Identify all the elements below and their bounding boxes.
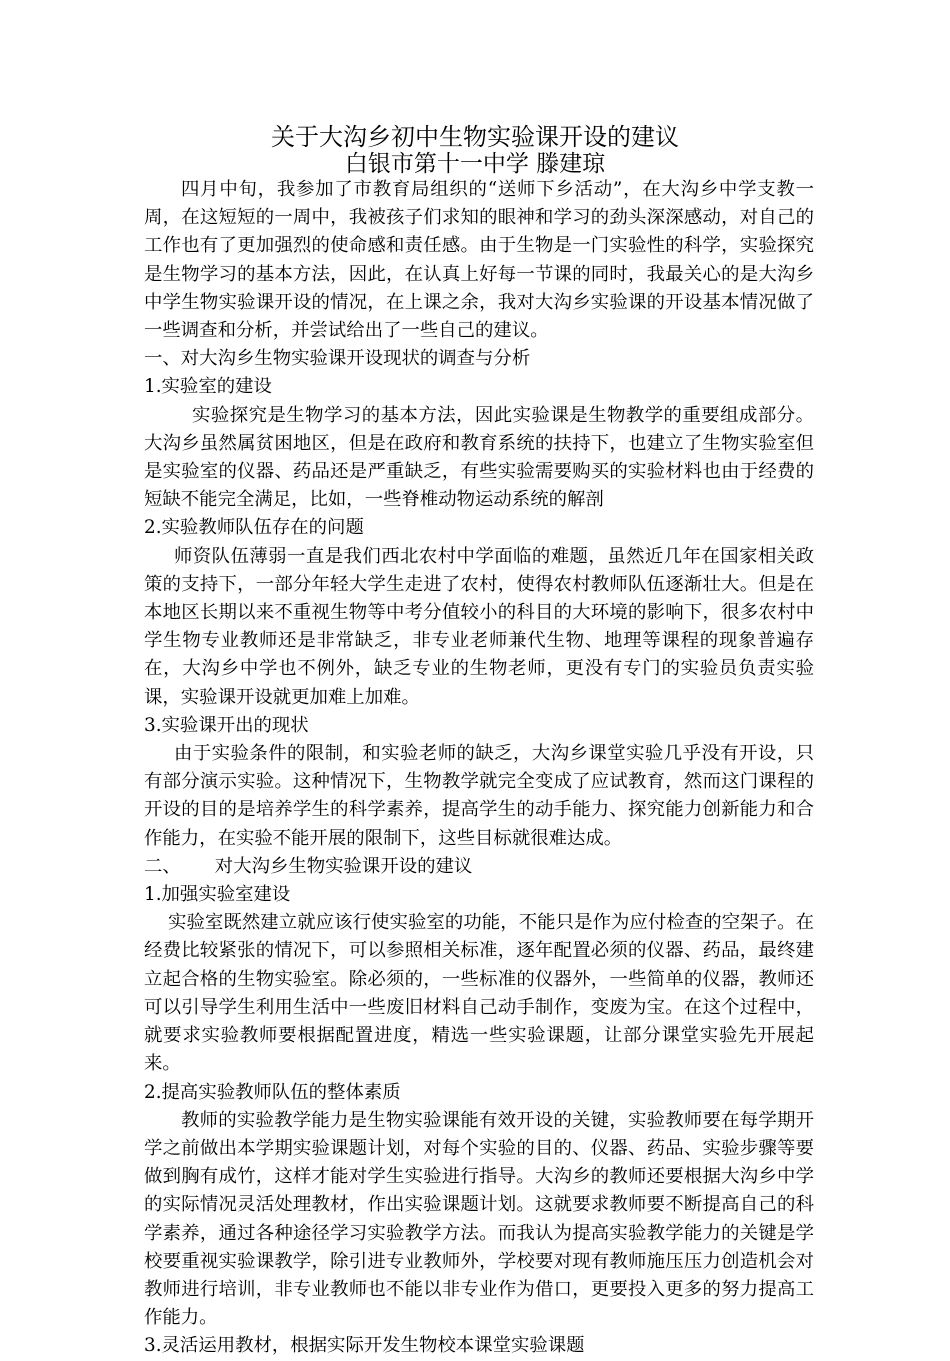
section2-sub2-paragraph: 教师的实验教学能力是生物实验课能有效开设的关键，实验教师要在每学期开学之前做出本学期实验课题计划，对每个实验的目的、仪器、药品、实验步骤等要做到胸有成竹，这样才能对学生实验进行指导。大沟乡的教师还要根据大沟乡中学的实际情况灵活处理教材，作出实验课题计划。这就要求教师要不断提高自己的科学素养，通过各种途径学习实验教学方法。而我认为提高实验教学能力的关键是学校要重视实验课教学，除引进专业教师外，学校要对现有教师施压压力创造机会对教师进行培训，非专业教师也不能以非专业作为借口，更要投入更多的努力提高工作能力。 — [144, 1109, 814, 1329]
section2-sub2-heading: 2.提高实验教师队伍的整体素质 — [144, 1081, 401, 1103]
section2-sub1-paragraph: 实验室既然建立就应该行使实验室的功能，不能只是作为应付检查的空架子。在经费比较紧张的情况下，可以参照相关标准，逐年配置必须的仪器、药品，最终建立起合格的生物实验室。除必须的，一些标准的仪器外，一些简单的仪器，教师还可以引导学生利用生活中一些废旧材料自己动手制作，变废为宝。在这个过程中，就要求实验教师要根据配置进度，精选一些实验课题，让部分课堂实验先开展起来。 — [144, 912, 814, 1075]
section1-sub1-paragraph: 实验探究是生物学习的基本方法，因此实验课是生物教学的重要组成部分。大沟乡虽然属贫困地区，但是在政府和教育系统的扶持下，也建立了生物实验室但是实验室的仪器、药品还是严重缺乏，有些实验需要购买的实验材料也由于经费的短缺不能完全满足，比如，一些脊椎动物运动系统的解剖 — [144, 404, 814, 511]
section2-sub3-heading: 3.灵活运用教材，根据实际开发生物校本课堂实验课题 — [144, 1335, 585, 1357]
section2-sub1-heading: 1.加强实验室建设 — [144, 884, 291, 906]
section1-sub3-heading: 3.实验课开出的现状 — [144, 714, 309, 736]
document-title: 关于大沟乡初中生物实验课开设的建议 — [271, 123, 679, 151]
section1-sub2-paragraph: 师资队伍薄弱一直是我们西北农村中学面临的难题，虽然近几年在国家相关政策的支持下，一部分年轻大学生走进了农村，使得农村教师队伍逐渐壮大。但是在本地区长期以来不重视生物等中考分值较小的科目的大环境的影响下，很多农村中学生物专业教师还是非常缺乏，非专业老师兼代生物、地理等课程的现象普遍存在，大沟乡中学也不例外，缺乏专业的生物老师，更没有专门的实验员负责实验课，实验课开设就更加难上加难。 — [144, 545, 814, 708]
section1-sub1-heading: 1.实验室的建设 — [144, 376, 272, 398]
section2-heading-text: 对大沟乡生物实验课开设的建议 — [214, 855, 473, 877]
intro-paragraph: 四月中旬，我参加了市教育局组织的“送师下乡活动”，在大沟乡中学支教一周，在这短短的一周中，我被孩子们求知的眼神和学习的劲头深深感动，对自己的工作也有了更加强烈的使命感和责任感。由于生物是一门实验性的科学，实验探究是生物学习的基本方法，因此，在认真上好每一节课的同时，我最关心的是大沟乡中学生物实验课开设的情况，在上课之余，我对大沟乡实验课的开设基本情况做了一些调查和分析，并尝试给出了一些自己的建议。 — [144, 179, 814, 342]
section2-heading-number: 二、 — [144, 855, 181, 877]
section1-sub2-heading: 2.实验教师队伍存在的问题 — [144, 517, 364, 539]
section1-heading: 一、对大沟乡生物实验课开设现状的调查与分析 — [144, 348, 531, 370]
section1-sub3-paragraph: 由于实验条件的限制，和实验老师的缺乏，大沟乡课堂实验几乎没有开设，只有部分演示实验。这种情况下，生物教学就完全变成了应试教育，然而这门课程的开设的目的是培养学生的科学素养，提高学生的动手能力、探究能力创新能力和合作能力，在实验不能开展的限制下，这些目标就很难达成。 — [144, 743, 814, 849]
document-author: 白银市第十一中学 滕建琼 — [344, 151, 606, 177]
document-body — [144, 176, 814, 1361]
section2-heading — [144, 853, 814, 881]
